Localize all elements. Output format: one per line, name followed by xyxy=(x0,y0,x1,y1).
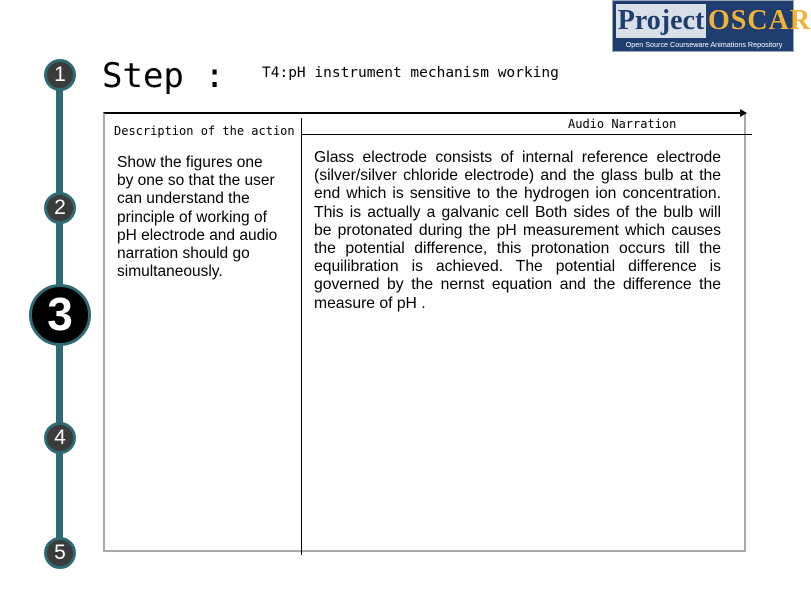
logo-tagline: Open Source Courseware Animations Repository xyxy=(625,40,783,49)
project-oscar-logo xyxy=(612,0,811,52)
narration-column-header: Audio Narration xyxy=(568,117,677,131)
header-rule xyxy=(301,134,752,135)
step-4-marker: 4 xyxy=(44,422,76,454)
logo-project-text: Project xyxy=(617,5,705,36)
logo-oscar-text: OSCAR xyxy=(708,5,811,36)
step-title: T4:pH instrument mechanism working xyxy=(262,65,559,81)
column-divider xyxy=(301,118,302,555)
step-label: Step : xyxy=(102,56,225,96)
step-5-marker: 5 xyxy=(44,537,76,569)
audio-narration-text: Glass electrode consists of internal reference electrode (silver/silver chloride electrode) and the glass bulb at the end which is sensitive to the hydrogen ion concentration. This is actually a galvanic cell Both sides of the bulb will be protonated during the pH measurement which causes the potential difference, this protonation occurs till the equilibration is achieved. The potential difference is governed by the nernst equation and the difference the measure of pH . xyxy=(314,149,721,312)
action-description: Show the figures one by one so that the user can understand the principle of working of pH electrode and audio narration should go simultaneously. xyxy=(117,154,278,281)
step-3-marker-current: 3 xyxy=(29,284,91,346)
step-1-marker: 1 xyxy=(44,59,76,91)
description-column-header: Description of the action xyxy=(114,124,295,138)
step-2-marker: 2 xyxy=(44,192,76,224)
